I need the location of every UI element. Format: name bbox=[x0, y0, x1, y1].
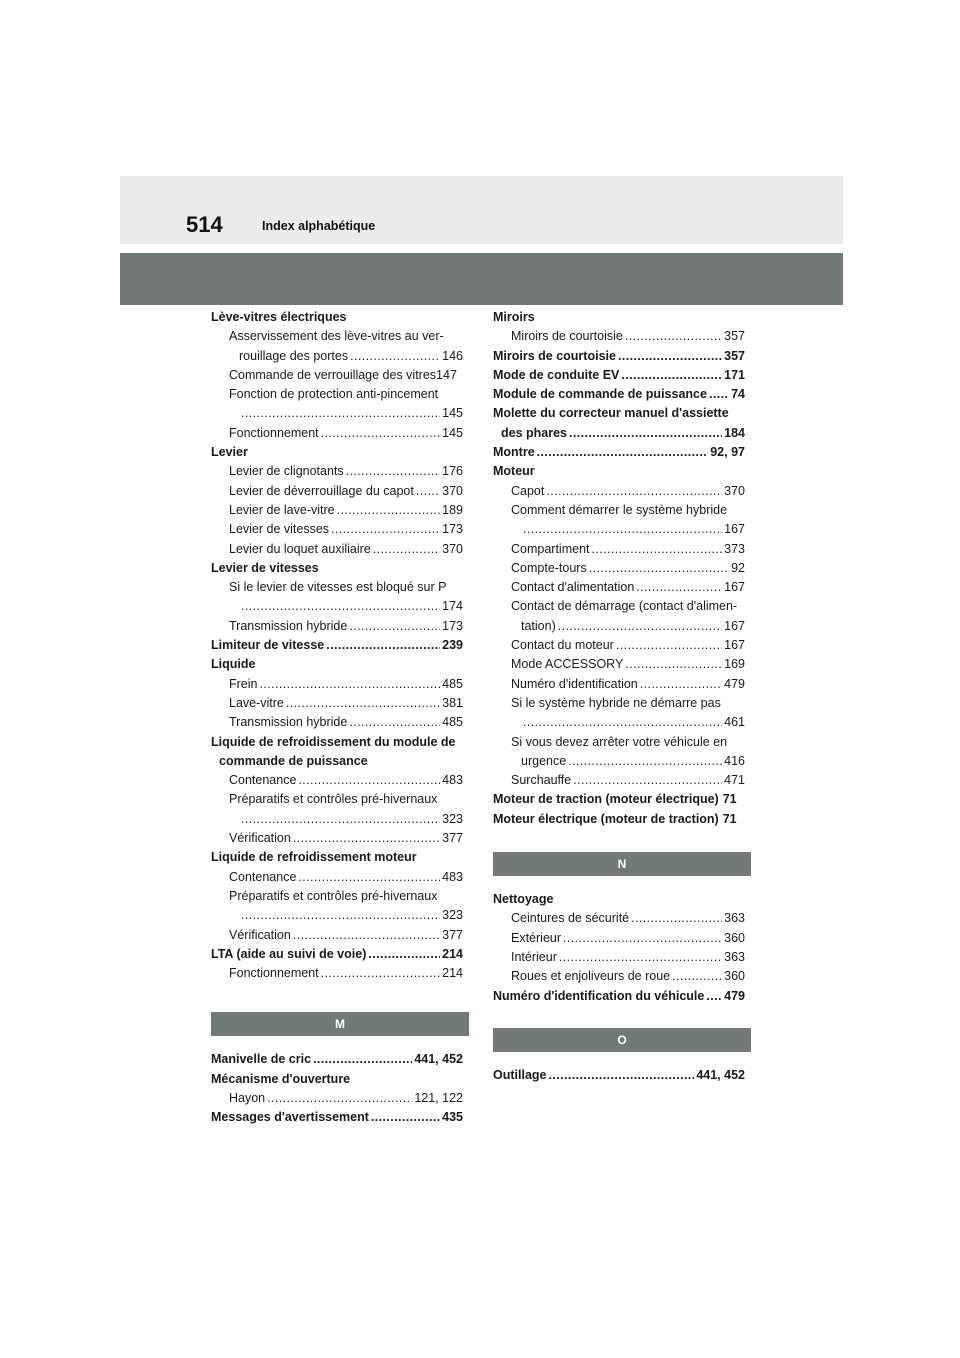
page-ref: 146 bbox=[442, 348, 463, 363]
page-ref: 373 bbox=[724, 541, 745, 556]
index-entry-title: Moteur bbox=[493, 464, 535, 479]
page-ref: 485 bbox=[442, 715, 463, 730]
index-subentry bbox=[211, 617, 463, 636]
subentry-label: Compte-tours bbox=[511, 560, 587, 575]
index-subentry: Comment démarrer le système hybride bbox=[511, 502, 728, 517]
index-subentry: Fonction de protection anti-pincement bbox=[229, 387, 439, 402]
index-entry-title: Nettoyage bbox=[493, 892, 554, 907]
page-ref: 239 bbox=[442, 638, 463, 653]
index-subentry bbox=[493, 752, 745, 771]
index-subentry bbox=[493, 540, 745, 559]
index-subentry bbox=[211, 520, 463, 539]
index-subentry bbox=[493, 636, 745, 655]
index-subentry bbox=[211, 906, 463, 925]
subentry-label: Fonctionnement bbox=[229, 966, 319, 981]
entry-label: Montre bbox=[493, 445, 535, 460]
page-ref: 92, 97 bbox=[710, 445, 745, 460]
page-ref: 363 bbox=[724, 949, 745, 964]
index-entry bbox=[211, 1050, 463, 1069]
page-ref: 176 bbox=[442, 464, 463, 479]
index-entry-title: Liquide de refroidissement moteur bbox=[211, 850, 417, 865]
page-ref: 184 bbox=[724, 425, 745, 440]
page-ref: 483 bbox=[442, 773, 463, 788]
subentry-label: Contenance bbox=[229, 773, 297, 788]
index-subentry bbox=[211, 868, 463, 887]
index-entry bbox=[493, 347, 745, 366]
index-subentry bbox=[211, 404, 463, 423]
page-ref: 377 bbox=[442, 831, 463, 846]
page-ref: 360 bbox=[724, 930, 745, 945]
page-ref: 145 bbox=[442, 425, 463, 440]
header-bar bbox=[120, 176, 843, 244]
index-entry-title: Liquide bbox=[211, 657, 256, 672]
subentry-label: Fonctionnement bbox=[229, 425, 319, 440]
index-entry bbox=[493, 1066, 745, 1085]
subentry-label: Vérification bbox=[229, 927, 291, 942]
page-ref: 435 bbox=[442, 1110, 463, 1125]
index-entry-title: Levier bbox=[211, 445, 248, 460]
page-ref: 173 bbox=[442, 522, 463, 537]
page-ref: 167 bbox=[724, 638, 745, 653]
subentry-label: rouillage des portes bbox=[239, 348, 349, 363]
index-subentry bbox=[211, 810, 463, 829]
subentry-label: Miroirs de courtoisie bbox=[511, 329, 623, 344]
index-entry bbox=[493, 790, 745, 809]
index-entry-title-continued: commande de puissance bbox=[219, 753, 368, 768]
page-ref: 145 bbox=[442, 406, 463, 421]
entry-label: Mode de conduite EV bbox=[493, 367, 620, 382]
page-ref: 173 bbox=[442, 618, 463, 633]
entry-label: Messages d'avertissement bbox=[211, 1110, 369, 1125]
page-ref: 441, 452 bbox=[696, 1067, 745, 1082]
page-ref: 74 bbox=[731, 387, 745, 402]
page-ref: 370 bbox=[442, 483, 463, 498]
index-entry-title: Mécanisme d'ouverture bbox=[211, 1071, 351, 1086]
section-title: Index alphabétique bbox=[262, 219, 376, 233]
index-subentry bbox=[493, 482, 745, 501]
subentry-label: Levier de clignotants bbox=[229, 464, 344, 479]
subentry-label: Extérieur bbox=[511, 930, 562, 945]
subentry-label: Compartiment bbox=[511, 541, 590, 556]
index-subentry bbox=[211, 926, 463, 945]
page-ref: 479 bbox=[724, 988, 745, 1003]
page-ref: 189 bbox=[442, 502, 463, 517]
entry-label: Miroirs de courtoisie bbox=[493, 348, 616, 363]
page-ref: 92 bbox=[731, 560, 745, 575]
index-subentry bbox=[493, 929, 745, 948]
index-entry bbox=[493, 385, 745, 404]
entry-label: Manivelle de cric bbox=[211, 1052, 312, 1067]
index-entry bbox=[493, 987, 745, 1006]
subentry-label: Transmission hybride bbox=[229, 618, 348, 633]
page-ref: 121, 122 bbox=[414, 1090, 463, 1105]
index-subentry: Préparatifs et contrôles pré-hivernaux bbox=[229, 888, 438, 903]
letter-divider-n: N bbox=[493, 852, 751, 876]
page-ref: 471 bbox=[724, 773, 745, 788]
subentry-label: Transmission hybride bbox=[229, 715, 348, 730]
page-ref: 323 bbox=[442, 908, 463, 923]
page-ref: 370 bbox=[442, 541, 463, 556]
page-ref: 377 bbox=[442, 927, 463, 942]
subentry-label: Vérification bbox=[229, 831, 291, 846]
page-ref: 381 bbox=[442, 695, 463, 710]
index-subentry bbox=[493, 771, 745, 790]
page-ref: 174 bbox=[442, 599, 463, 614]
page-ref: 71 bbox=[722, 811, 737, 826]
index-subentry bbox=[493, 967, 745, 986]
index-entry bbox=[493, 424, 745, 443]
subentry-label: Roues et enjoliveurs de roue bbox=[511, 969, 671, 984]
page-ref: 214 bbox=[442, 946, 463, 961]
index-entry-title: Levier de vitesses bbox=[211, 560, 319, 575]
subentry-label: Frein bbox=[229, 676, 258, 691]
page-ref: 171 bbox=[724, 367, 745, 382]
index-entry bbox=[493, 443, 745, 462]
page-ref: 485 bbox=[442, 676, 463, 691]
page-ref: 214 bbox=[442, 966, 463, 981]
subentry-label: Numéro d'identification bbox=[511, 676, 638, 691]
index-subentry bbox=[211, 597, 463, 616]
index-subentry bbox=[493, 655, 745, 674]
page-ref: 363 bbox=[724, 911, 745, 926]
index-subentry bbox=[211, 829, 463, 848]
page-ref: 370 bbox=[724, 483, 745, 498]
index-entry bbox=[211, 945, 463, 964]
index-subentry bbox=[493, 948, 745, 967]
index-entry-title: Liquide de refroidissement du module de bbox=[211, 734, 456, 749]
entry-label: Moteur de traction (moteur électrique) bbox=[493, 792, 719, 807]
index-subentry bbox=[493, 675, 745, 694]
index-entry bbox=[211, 636, 463, 655]
page-ref: 169 bbox=[724, 657, 745, 672]
index-subentry bbox=[493, 559, 745, 578]
subentry-label: Surchauffe bbox=[511, 773, 572, 788]
index-subentry bbox=[211, 1089, 463, 1108]
index-subentry bbox=[211, 675, 463, 694]
index-column-left bbox=[211, 308, 463, 1128]
page-ref: 71 bbox=[722, 792, 737, 807]
entry-label: des phares bbox=[501, 425, 568, 440]
page-number: 514 bbox=[186, 212, 223, 237]
page-ref: 360 bbox=[724, 969, 745, 984]
subentry-label: Levier de lave-vitre bbox=[229, 502, 335, 517]
entry-label: LTA (aide au suivi de voie) bbox=[211, 946, 367, 961]
index-subentry bbox=[211, 964, 463, 983]
entry-label: Numéro d'identification du véhicule bbox=[493, 988, 705, 1003]
letter-divider-m: M bbox=[211, 1012, 469, 1036]
index-subentry: Commande de verrouillage des vitres147 bbox=[229, 367, 457, 382]
letter-divider-o: O bbox=[493, 1028, 751, 1052]
index-subentry: Si le levier de vitesses est bloqué sur P bbox=[229, 580, 447, 595]
page-ref: 323 bbox=[442, 811, 463, 826]
index-subentry bbox=[493, 520, 745, 539]
index-subentry bbox=[211, 482, 463, 501]
index-subentry bbox=[493, 327, 745, 346]
subentry-label: Levier de vitesses bbox=[229, 522, 330, 537]
subentry-label: Hayon bbox=[229, 1090, 266, 1105]
subentry-label: Ceintures de sécurité bbox=[511, 911, 630, 926]
subentry-label: Contact d'alimentation bbox=[511, 580, 635, 595]
index-subentry bbox=[211, 694, 463, 713]
subentry-label: Capot bbox=[511, 483, 545, 498]
subentry-label: Intérieur bbox=[511, 949, 557, 964]
index-subentry bbox=[211, 771, 463, 790]
index-subentry: Si vous devez arrêter votre véhicule en bbox=[511, 734, 728, 749]
page-ref: 357 bbox=[724, 329, 745, 344]
index-subentry: Contact de démarrage (contact d'alimen- bbox=[511, 599, 738, 614]
subentry-label: Levier du loquet auxiliaire bbox=[229, 541, 371, 556]
index-entry bbox=[211, 1108, 463, 1127]
entry-label: Outillage bbox=[493, 1067, 547, 1082]
subentry-label: Contenance bbox=[229, 869, 297, 884]
index-subentry bbox=[493, 909, 745, 928]
page-ref: 167 bbox=[724, 580, 745, 595]
entry-label: Limiteur de vitesse bbox=[211, 638, 325, 653]
page-ref: 416 bbox=[724, 753, 745, 768]
index-subentry: Préparatifs et contrôles pré-hivernaux bbox=[229, 792, 438, 807]
index-subentry bbox=[493, 713, 745, 732]
page-ref: 483 bbox=[442, 869, 463, 884]
subentry-label: urgence bbox=[521, 753, 567, 768]
index-entry bbox=[493, 366, 745, 385]
index-subentry: Asservissement des lève-vitres au ver- bbox=[229, 329, 444, 344]
index-subentry bbox=[211, 540, 463, 559]
subentry-label: tation) bbox=[521, 618, 556, 633]
index-subentry bbox=[211, 424, 463, 443]
entry-label: Moteur électrique (moteur de traction) bbox=[493, 811, 719, 826]
page-ref: 357 bbox=[724, 348, 745, 363]
header-band bbox=[120, 253, 843, 305]
index-subentry bbox=[211, 347, 463, 366]
subentry-label: Contact du moteur bbox=[511, 638, 614, 653]
index-subentry bbox=[211, 501, 463, 520]
page-ref: 479 bbox=[724, 676, 745, 691]
index-entry-title: Miroirs bbox=[493, 310, 535, 324]
index-subentry bbox=[211, 713, 463, 732]
subentry-label: Mode ACCESSORY bbox=[511, 657, 624, 672]
subentry-label: Levier de déverrouillage du capot bbox=[229, 483, 414, 498]
index-subentry bbox=[211, 462, 463, 481]
page-ref: 167 bbox=[724, 522, 745, 537]
page-ref: 167 bbox=[724, 618, 745, 633]
page-ref: 461 bbox=[724, 715, 745, 730]
subentry-label: Lave-vitre bbox=[229, 695, 284, 710]
index-subentry bbox=[493, 617, 745, 636]
index-subentry: Si le système hybride ne démarre pas bbox=[511, 695, 721, 710]
entry-label: Module de commande de puissance bbox=[493, 387, 707, 402]
index-subentry bbox=[493, 578, 745, 597]
index-entry-title: Molette du correcteur manuel d'assiette bbox=[493, 406, 729, 421]
index-entry bbox=[493, 810, 745, 829]
page-ref: 441, 452 bbox=[414, 1052, 463, 1067]
index-column-right bbox=[493, 308, 745, 1085]
index-entry-title: Lève-vitres électriques bbox=[211, 310, 347, 324]
